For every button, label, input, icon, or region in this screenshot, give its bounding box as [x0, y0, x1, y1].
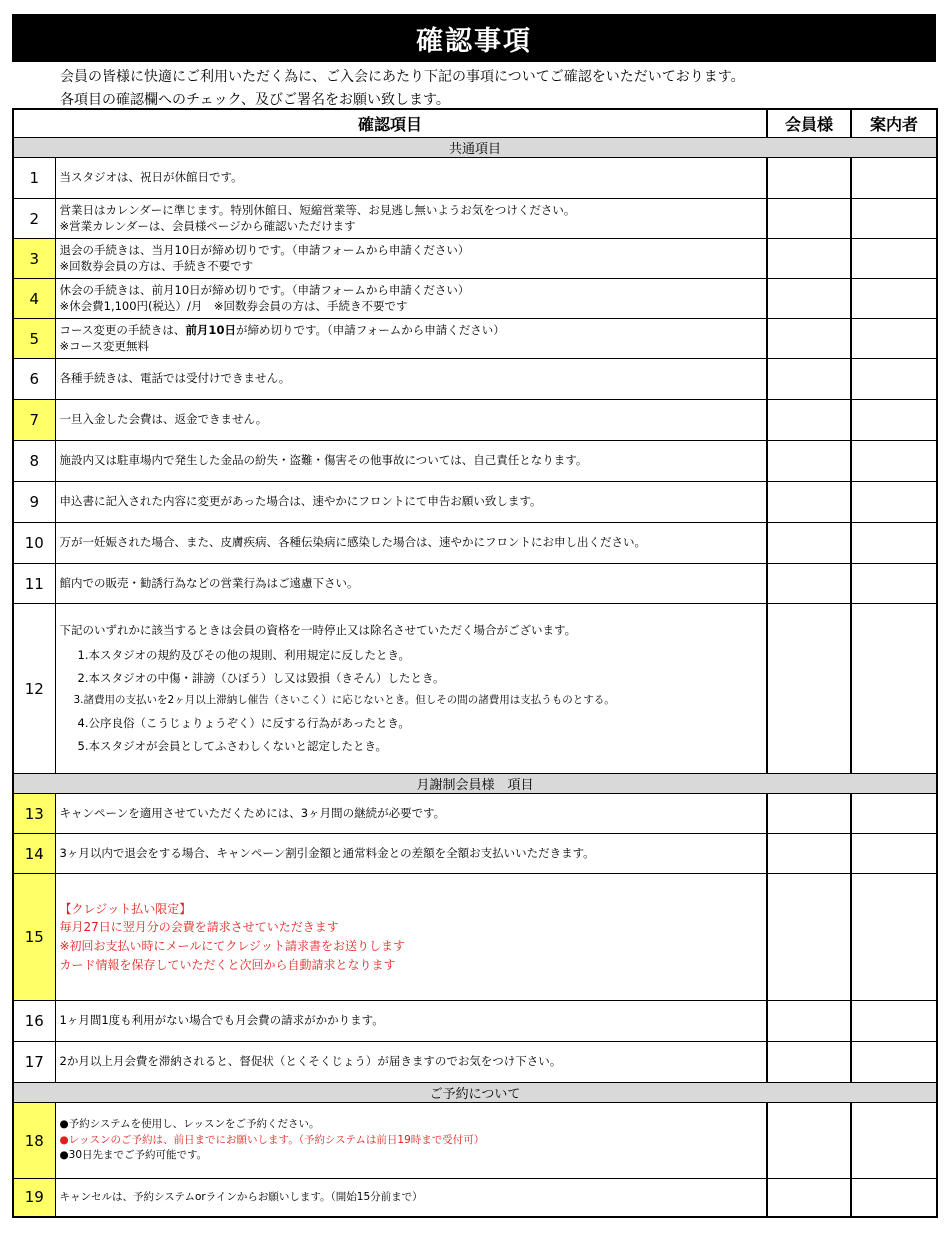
- row-line: キャンペーンを適用させていただくためには、3ヶ月間の継続が必要です。: [59, 805, 446, 820]
- intro-text-2: 各項目の確認欄へのチェック、及びご署名をお願い致します。: [60, 92, 450, 108]
- guide-check-cell[interactable]: [851, 158, 937, 199]
- member-check-cell[interactable]: [767, 158, 851, 199]
- guide-check-cell[interactable]: [851, 441, 937, 482]
- row-text: [55, 359, 767, 400]
- guide-check-cell[interactable]: [851, 604, 937, 774]
- table-row: [13, 482, 937, 523]
- guide-check-cell[interactable]: [851, 400, 937, 441]
- table-row: [13, 400, 937, 441]
- guide-check-cell[interactable]: [851, 359, 937, 400]
- row-number: 13: [13, 794, 55, 834]
- member-check-cell[interactable]: [767, 199, 851, 239]
- header-item: 確認項目: [13, 109, 767, 138]
- table-row: [13, 523, 937, 564]
- guide-check-cell[interactable]: [851, 794, 937, 834]
- row-line: 2か月以上月会費を滞納されると、督促状（とくそくじょう）が届きますのでお気をつけ下さい。: [59, 1054, 562, 1069]
- row-number: 15: [13, 874, 55, 1001]
- member-check-cell[interactable]: [767, 1042, 851, 1083]
- table-row: [13, 874, 937, 1001]
- row-line: 退会の手続きは、当月10日が締め切りです。（申請フォームから申請ください）: [59, 242, 470, 257]
- row-text: [55, 239, 767, 279]
- row-line: 2.本スタジオの中傷・誹謗（ひぼう）し又は毀損（きそん）したとき。: [77, 670, 445, 685]
- row-text: [55, 874, 767, 1001]
- guide-check-cell[interactable]: [851, 523, 937, 564]
- row-line: 申込書に記入された内容に変更があった場合は、速やかにフロントにて申告お願い致します。: [59, 494, 542, 509]
- row-number: 8: [13, 441, 55, 482]
- row-line: 一旦入金した会費は、返金できません。: [59, 412, 268, 427]
- row-number: 16: [13, 1001, 55, 1042]
- guide-check-cell[interactable]: [851, 482, 937, 523]
- guide-check-cell[interactable]: [851, 239, 937, 279]
- confirmation-table: [12, 108, 938, 1218]
- page-title: 確認事項: [12, 14, 936, 62]
- table-row: [13, 564, 937, 604]
- section-reservation-label: ご予約について: [13, 1083, 937, 1103]
- row-number: 18: [13, 1103, 55, 1179]
- table-row: [13, 1103, 937, 1179]
- row-line: 館内での販売・勧誘行為などの営業行為はご遠慮下さい。: [59, 575, 359, 590]
- row-number: 9: [13, 482, 55, 523]
- member-check-cell[interactable]: [767, 400, 851, 441]
- section-row-reservation: [13, 1083, 937, 1103]
- row-line: 5.本スタジオが会員としてふさわしくないと認定したとき。: [77, 739, 388, 754]
- member-check-cell[interactable]: [767, 1103, 851, 1179]
- section-common-label: 共通項目: [13, 138, 937, 158]
- row-text-pre: コース変更の手続きは、: [59, 322, 186, 337]
- row-number: 7: [13, 400, 55, 441]
- row-line: ※休会費1,100円(税込）/月 ※回数券会員の方は、手続き不要です: [59, 298, 408, 313]
- row-text: [55, 794, 767, 834]
- table-row: [13, 1001, 937, 1042]
- guide-check-cell[interactable]: [851, 319, 937, 359]
- row-text: [55, 523, 767, 564]
- row-line: 1.本スタジオの規約及びその他の規則、利用規定に反したとき。: [77, 647, 411, 662]
- row-number: 6: [13, 359, 55, 400]
- table-row: [13, 359, 937, 400]
- row-line: [60, 323, 767, 339]
- guide-check-cell[interactable]: [851, 1103, 937, 1179]
- row-line: ●レッスンのご予約は、前日までにお願いします。（予約システムは前日19時まで受付可）: [59, 1133, 485, 1146]
- member-check-cell[interactable]: [767, 604, 851, 774]
- row-number: 19: [13, 1179, 55, 1217]
- row-line: ●30日先までご予約可能です。: [59, 1149, 208, 1162]
- table-row: [13, 1042, 937, 1083]
- row-line: 3.諸費用の支払いを2ヶ月以上滞納し催告（さいこく）に応じないとき。但しその間の諸費用は支払うものとする。: [73, 694, 615, 707]
- row-text: [55, 834, 767, 874]
- row-number: 17: [13, 1042, 55, 1083]
- guide-check-cell[interactable]: [851, 1001, 937, 1042]
- row-line: 休会の手続きは、前月10日が締め切りです。（申請フォームから申請ください）: [59, 282, 470, 297]
- table-row: [13, 158, 937, 199]
- row-text: [55, 604, 767, 774]
- table-row: [13, 239, 937, 279]
- table-row: [13, 279, 937, 319]
- row-line: 【クレジット払い限定】: [59, 901, 192, 916]
- member-check-cell[interactable]: [767, 239, 851, 279]
- table-row: [13, 319, 937, 359]
- row-line: ※初回お支払い時にメールにてクレジット請求書をお送りします: [59, 939, 406, 953]
- row-line: ※回数券会員の方は、手続き不要です: [59, 258, 254, 273]
- row-text-post: が締め切りです。（申請フォームから申請ください）: [235, 322, 505, 337]
- row-text: [55, 319, 767, 359]
- row-line: 各種手続きは、電話では受付けできません。: [59, 371, 291, 386]
- row-line: 1ヶ月間1度も利用がない場合でも月会費の請求がかかります。: [59, 1013, 384, 1028]
- row-line: 営業日はカレンダーに準じます。特別休館日、短縮営業等、お見逃し無いようお気をつけください。: [59, 202, 576, 217]
- row-line: ※営業カレンダーは、会員様ページから確認いただけます: [59, 218, 356, 233]
- table-row: [13, 1179, 937, 1217]
- intro-text-1: 会員の皆様に快適にご利用いただく為に、ご入会にあたり下記の事項についてご確認をいただいております。: [60, 69, 745, 85]
- row-number: 10: [13, 523, 55, 564]
- table-row: [13, 834, 937, 874]
- row-line: ●予約システムを使用し、レッスンをご予約ください。: [59, 1117, 320, 1130]
- row-number: 4: [13, 279, 55, 319]
- row-text: [55, 199, 767, 239]
- section-row-common: [13, 138, 937, 158]
- guide-check-cell[interactable]: [851, 874, 937, 1001]
- row-text: [55, 158, 767, 199]
- guide-check-cell[interactable]: [851, 1042, 937, 1083]
- member-check-cell[interactable]: [767, 279, 851, 319]
- row-number: 1: [13, 158, 55, 199]
- member-check-cell[interactable]: [767, 874, 851, 1001]
- table-row: [13, 441, 937, 482]
- table-row: [13, 199, 937, 239]
- guide-check-cell[interactable]: [851, 199, 937, 239]
- member-check-cell[interactable]: [767, 319, 851, 359]
- row-text: [55, 1001, 767, 1042]
- row-line: 万が一妊娠された場合、また、皮膚疾病、各種伝染病に感染した場合は、速やかにフロントにお申し出ください。: [59, 535, 646, 550]
- row-line: 3ヶ月以内で退会をする場合、キャンペーン割引金額と通常料金との差額を全額お支払いいただきます。: [59, 845, 595, 860]
- row-number: 14: [13, 834, 55, 874]
- row-line: 当スタジオは、祝日が休館日です。: [59, 170, 243, 185]
- row-line: 毎月27日に翌月分の会費を請求させていただきます: [59, 920, 339, 935]
- row-number: 3: [13, 239, 55, 279]
- member-check-cell[interactable]: [767, 834, 851, 874]
- row-text: [55, 1179, 767, 1217]
- table-header-row: [13, 109, 937, 138]
- header-guide: 案内者: [851, 109, 937, 138]
- row-line: 下記のいずれかに該当するときは会員の資格を一時停止又は除名させていただく場合がございます。: [59, 623, 577, 638]
- row-text: [55, 1103, 767, 1179]
- member-check-cell[interactable]: [767, 1001, 851, 1042]
- member-check-cell[interactable]: [767, 1179, 851, 1217]
- table-row: [13, 604, 937, 774]
- row-text: [55, 482, 767, 523]
- member-check-cell[interactable]: [767, 482, 851, 523]
- row-line: ※コース変更無料: [59, 338, 150, 353]
- guide-check-cell[interactable]: [851, 834, 937, 874]
- member-check-cell[interactable]: [767, 523, 851, 564]
- row-number: 11: [13, 564, 55, 604]
- section-monthly-label: 月謝制会員様 項目: [13, 774, 937, 794]
- row-text-bold: 前月10日: [185, 322, 236, 337]
- header-member: 会員様: [767, 109, 851, 138]
- table-row: [13, 794, 937, 834]
- row-text: [55, 441, 767, 482]
- row-number: 12: [13, 604, 55, 774]
- member-check-cell[interactable]: [767, 441, 851, 482]
- row-line: 4.公序良俗（こうじょりょうぞく）に反する行為があったとき。: [77, 716, 410, 731]
- guide-check-cell[interactable]: [851, 564, 937, 604]
- row-number: 5: [13, 319, 55, 359]
- member-check-cell[interactable]: [767, 794, 851, 834]
- row-text: [55, 1042, 767, 1083]
- row-number: 2: [13, 199, 55, 239]
- member-check-cell[interactable]: [767, 564, 851, 604]
- row-text: [55, 279, 767, 319]
- row-line: カード情報を保存していただくと次回から自動請求となります: [59, 957, 396, 972]
- row-line: キャンセルは、予約システムorラインからお願いします。（開始15分前まで）: [59, 1191, 423, 1204]
- row-text: [55, 564, 767, 604]
- member-check-cell[interactable]: [767, 359, 851, 400]
- guide-check-cell[interactable]: [851, 1179, 937, 1217]
- guide-check-cell[interactable]: [851, 279, 937, 319]
- row-line: 施設内又は駐車場内で発生した金品の紛失・盗難・傷害その他事故については、自己責任となります。: [59, 453, 588, 468]
- row-text: [55, 400, 767, 441]
- section-row-monthly: [13, 774, 937, 794]
